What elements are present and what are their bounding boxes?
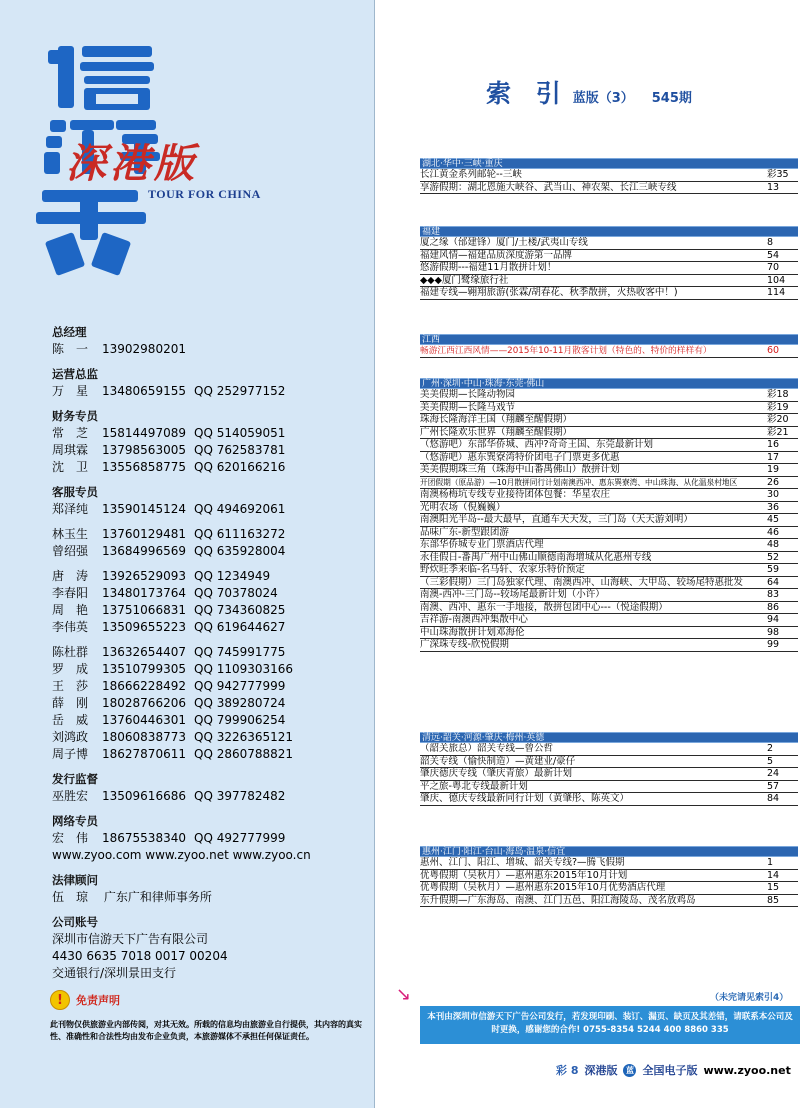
staff-qq: QQ 635928004 <box>194 544 286 558</box>
entry-page: 26 <box>767 476 780 488</box>
staff-phone: 13760446301 <box>102 713 186 727</box>
entry-title: 厦之缘（邰建锋）厦门/土楼/武夷山专线 <box>420 237 588 248</box>
entry-page: 19 <box>767 464 780 475</box>
staff-name: 巫胜宏 <box>52 789 89 803</box>
staff-phone: 13509616686 <box>102 789 186 803</box>
staff-phone: 13556858775 <box>102 460 186 474</box>
entry-title: 南澳阳光半岛--最大最早，直通车天天发，三门岛（天天游刘明） <box>420 514 693 525</box>
section-header: 广州·深圳·中山·珠海·东莞·佛山 <box>420 378 798 389</box>
staff-name: 宏 伟 <box>52 831 89 845</box>
entry-page: 17 <box>767 451 780 463</box>
brand-name <box>30 40 34 41</box>
staff-phone: 13480659155 <box>102 384 186 398</box>
staff-phone: 13902980201 <box>102 342 186 356</box>
staff-qq: QQ 3226365121 <box>194 730 294 744</box>
entry-title: 畅游江西江西风情——2015年10-11月散客计划（特色的、特价的样样有） <box>420 346 712 356</box>
staff-phone: 13509655223 <box>102 620 186 634</box>
staff-person <box>52 619 372 636</box>
entry-title: 南澳杨梅坑专线专业接待团体包餐：华星农庄 <box>420 489 611 500</box>
staff-phone: 13926529093 <box>102 569 186 583</box>
staff-person <box>52 729 372 746</box>
staff-role: 法律顾问 <box>52 873 98 887</box>
staff-phone: 13760129481 <box>102 527 186 541</box>
brand-subtitle: 深港版 <box>66 140 198 187</box>
index-entry[interactable] <box>420 756 798 769</box>
index-entry[interactable] <box>420 627 798 640</box>
staff-person <box>52 746 372 763</box>
staff-directory <box>52 324 372 982</box>
entry-page: 59 <box>767 564 780 575</box>
page-number: 彩 8 <box>556 1064 579 1077</box>
staff-name: 李伟英 <box>52 620 89 634</box>
entry-title: （三彩假期）三门岛独家代理、南澳西冲、山海峡、大甲岛、较场尾特惠批发 <box>420 576 744 588</box>
staff-role: 网络专员 <box>52 814 98 828</box>
index-entry[interactable] <box>420 182 798 195</box>
staff-qq: QQ 619644627 <box>194 620 286 634</box>
staff-role: 客服专员 <box>52 485 98 499</box>
index-entry[interactable] <box>420 275 798 288</box>
staff-qq: QQ 2860788821 <box>194 747 294 761</box>
entry-page: 94 <box>767 614 780 625</box>
staff-phone: 13590145124 <box>102 502 186 516</box>
entry-page: 1 <box>767 857 774 868</box>
index-entry[interactable] <box>420 743 798 756</box>
index-entry[interactable] <box>420 514 798 527</box>
staff-role: 发行监督 <box>52 772 98 786</box>
entry-title: 广州长隆欢乐世界（翔麟至醒假期） <box>420 426 573 438</box>
index-entry[interactable] <box>420 402 798 415</box>
entry-page: 60 <box>767 345 780 356</box>
entry-page: 86 <box>767 601 780 613</box>
section-header: 福建 <box>420 226 798 237</box>
index-title <box>486 74 692 110</box>
entry-page: 14 <box>767 869 780 881</box>
staff-person <box>52 341 372 358</box>
entry-page: 83 <box>767 589 780 600</box>
entry-title: （韶关旅总）韶关专线—曾公哲 <box>420 743 554 754</box>
index-entry[interactable] <box>420 857 798 870</box>
entry-page: 57 <box>767 780 780 792</box>
entry-page: 46 <box>767 526 780 538</box>
brand-logo <box>30 40 360 280</box>
entry-title: 平之旅-粤北专线最新计划 <box>420 780 528 792</box>
staff-person <box>52 695 372 712</box>
staff-person <box>52 788 372 805</box>
index-entry[interactable] <box>420 237 798 250</box>
staff-phone: 13510799305 <box>102 662 186 676</box>
entry-title: （悠游吧）惠东巽寮湾特价团电子门票更多优惠 <box>420 451 620 463</box>
entry-page: 彩20 <box>767 414 789 425</box>
entry-page: 2 <box>767 743 774 754</box>
index-entry[interactable] <box>420 539 798 552</box>
index-entry[interactable] <box>420 414 798 427</box>
entry-title: 南澳、西冲、惠东一手地接，散拼包团中心---（悦途假期） <box>420 601 668 613</box>
staff-name: 陈杜群 <box>52 645 89 659</box>
index-entry[interactable] <box>420 477 798 490</box>
index-entry[interactable] <box>420 781 798 794</box>
index-section <box>420 334 798 358</box>
entry-page: 52 <box>767 551 780 563</box>
entry-page: 彩21 <box>767 426 789 438</box>
staff-person <box>52 585 372 602</box>
staff-name: 岳 威 <box>52 713 89 727</box>
entry-page: 85 <box>767 894 780 906</box>
staff-name: 郑泽纯 <box>52 502 89 516</box>
index-entry[interactable] <box>420 169 798 182</box>
entry-title: 韶关专线（愉快制造）—黄建业/豪仔 <box>420 755 576 767</box>
index-entry[interactable] <box>420 452 798 465</box>
entry-title: 广深珠专线-欣悦假期 <box>420 639 509 650</box>
staff-role: 运营总监 <box>52 367 98 381</box>
entry-title: ◆◆◆厦门鹭缘旅行社 <box>420 274 509 286</box>
staff-phone: 13751066831 <box>102 603 186 617</box>
entry-title: 珠海长隆海洋王国（翔麟至醒假期） <box>420 414 573 425</box>
section-header: 江西 <box>420 334 798 345</box>
index-entry[interactable] <box>420 768 798 781</box>
entry-title: 优粤假期（吴秋月）—惠州惠东2015年10月优势酒店代理 <box>420 882 666 893</box>
staff-role: 财务专员 <box>52 409 98 423</box>
index-entry[interactable] <box>420 895 798 908</box>
staff-qq: QQ 620166216 <box>194 460 286 474</box>
entry-title: 美美假期—长隆马戏节 <box>420 401 516 413</box>
staff-name: 林玉生 <box>52 527 89 541</box>
entry-page: 15 <box>767 882 780 893</box>
staff-name: 万 星 <box>52 384 89 398</box>
staff-name: 刘鸿政 <box>52 730 89 744</box>
entry-title: 永佳假日-番禺广州中山佛山顺德南海增城从化惠州专线 <box>420 551 652 563</box>
index-section <box>420 378 798 652</box>
staff-person <box>52 678 372 695</box>
entry-page: 13 <box>767 181 780 193</box>
brand-tagline: TOUR FOR CHINA <box>148 187 261 201</box>
staff-qq: QQ 1234949 <box>194 569 271 583</box>
entry-page: 5 <box>767 755 774 767</box>
entry-page: 84 <box>767 793 780 804</box>
staff-phone: 15814497089 <box>102 426 186 440</box>
staff-person <box>52 644 372 661</box>
disclaimer-text: 此刊物仅供旅游业内部传阅，对其无效。所载的信息均由旅游业自行提供，其内容的真实性、准确性和合法性均由发布企业负责，本旅游媒体不承担任何保证责任。 <box>50 1019 362 1041</box>
index-section <box>420 732 798 806</box>
staff-qq: QQ 70378024 <box>194 586 278 600</box>
entry-title: 肇庆德庆专线（肇庆青旅）最新计划 <box>420 768 573 779</box>
staff-qq: QQ 389280724 <box>194 696 286 710</box>
index-entry[interactable] <box>420 639 798 652</box>
entry-page: 70 <box>767 262 780 273</box>
staff-qq: QQ 799906254 <box>194 713 286 727</box>
index-entry[interactable] <box>420 527 798 540</box>
staff-name: 周琪霖 <box>52 443 89 457</box>
index-entry[interactable] <box>420 577 798 590</box>
staff-name: 曾绍强 <box>52 544 89 558</box>
index-entry[interactable] <box>420 489 798 502</box>
staff-person <box>52 830 372 847</box>
staff-name: 罗 成 <box>52 662 89 676</box>
entry-page: 彩35 <box>767 169 789 180</box>
staff-phone: 18666228492 <box>102 679 186 693</box>
index-entry[interactable] <box>420 552 798 565</box>
entry-page: 彩19 <box>767 401 789 413</box>
staff-person <box>52 712 372 729</box>
entry-title: 南澳-西冲-三门岛--较场尾最新计划（小许） <box>420 589 605 600</box>
disclaimer-title: 免责声明 <box>76 994 120 1007</box>
index-entry[interactable] <box>420 345 798 358</box>
staff-person <box>52 459 372 476</box>
staff-websites: www.zyoo.com www.zyoo.net www.zyoo.cn <box>52 848 311 862</box>
entry-title: 优粤假期（吴秋月）—惠州惠东2015年10月计划 <box>420 869 628 881</box>
staff-person <box>52 568 372 585</box>
index-entry[interactable] <box>420 250 798 263</box>
index-entry[interactable] <box>420 882 798 895</box>
staff-person <box>52 383 372 400</box>
index-entry[interactable] <box>420 602 798 615</box>
staff-name: 王 莎 <box>52 679 89 693</box>
index-issue: 545期 <box>651 91 692 106</box>
staff-phone: 13480173764 <box>102 586 186 600</box>
staff-person <box>52 526 372 543</box>
staff-qq: QQ 745991775 <box>194 645 286 659</box>
entry-page: 98 <box>767 626 780 638</box>
entry-title: 福建专线—翱翔旅游(张霖/胡春花、秋季散拼，火热收客中！) <box>420 287 678 298</box>
staff-role: 总经理 <box>52 325 87 339</box>
staff-phone: 18675538340 <box>102 831 186 845</box>
staff-phone: 13798563005 <box>102 443 186 457</box>
staff-person <box>52 543 372 560</box>
entry-page: 48 <box>767 539 780 550</box>
entry-page: 24 <box>767 768 780 779</box>
entry-title: 美美假期珠三角（珠海中山番禺佛山）散拼计划 <box>420 464 620 475</box>
entry-page: 彩18 <box>767 389 789 400</box>
staff-phone: 18627870611 <box>102 747 186 761</box>
entry-title: 惠州、江门、阳江、增城、韶关专线?—腾飞假期 <box>420 857 625 868</box>
warning-icon: ! <box>50 990 70 1010</box>
site-link[interactable]: www.zyoo.net <box>703 1063 791 1077</box>
staff-line: 交通银行/深圳景田支行 <box>52 966 177 980</box>
page-label: 全国电子版 <box>642 1064 698 1077</box>
staff-name: 李春阳 <box>52 586 89 600</box>
index-title-text: 索 引 <box>486 79 569 108</box>
staff-qq: QQ 494692061 <box>194 502 286 516</box>
page-edition: 深港版 <box>584 1064 618 1077</box>
arrow-icon: ↘ <box>396 984 412 1005</box>
entry-page: 99 <box>767 639 780 650</box>
index-edition: 蓝版（3） <box>572 91 634 106</box>
edition-icon: 蓝 <box>623 1064 636 1077</box>
staff-name: 唐 涛 <box>52 569 89 583</box>
staff-person <box>52 602 372 619</box>
entry-title: 光明农场（倪巍巍） <box>420 501 506 513</box>
section-header: 清远·韶关·河源·肇庆·梅州·英德 <box>420 732 798 743</box>
staff-person <box>52 425 372 442</box>
staff-qq: QQ 514059051 <box>194 426 286 440</box>
entry-page: 36 <box>767 501 780 513</box>
entry-page: 8 <box>767 237 774 248</box>
index-entry[interactable] <box>420 564 798 577</box>
entry-page: 54 <box>767 249 780 261</box>
staff-name: 周子博 <box>52 747 89 761</box>
entry-page: 16 <box>767 439 780 450</box>
entry-title: 野炊旺季来临-名马轩、农家乐特价预定 <box>420 564 585 575</box>
index-entry[interactable] <box>420 502 798 515</box>
staff-qq: QQ 734360825 <box>194 603 286 617</box>
disclaimer <box>50 990 365 1042</box>
staff-name: 陈 一 <box>52 342 89 356</box>
staff-role: 公司账号 <box>52 915 98 929</box>
entry-page: 64 <box>767 576 780 588</box>
entry-title: 中山珠海散拼计划邓海伦 <box>420 626 525 638</box>
entry-title: 福建风情—福建品质深度游第一品牌 <box>420 249 573 261</box>
staff-qq: QQ 1109303166 <box>194 662 294 676</box>
staff-person <box>52 501 372 518</box>
staff-qq: QQ 762583781 <box>194 443 286 457</box>
entry-title: 吉祥游-南澳西冲集散中心 <box>420 614 528 625</box>
index-entry[interactable] <box>420 589 798 602</box>
entry-title: 东升假期—广东海岛、南澳、江门五邑、阳江海陵岛、茂名放鸡岛 <box>420 894 696 906</box>
index-entry[interactable] <box>420 389 798 402</box>
staff-person <box>52 661 372 678</box>
staff-phone: 13684996569 <box>102 544 186 558</box>
index-entry[interactable] <box>420 262 798 275</box>
staff-person <box>52 442 372 459</box>
staff-name: 周 艳 <box>52 603 89 617</box>
staff-qq: QQ 942777999 <box>194 679 286 693</box>
staff-qq: QQ 611163272 <box>194 527 286 541</box>
staff-qq: QQ 252977152 <box>194 384 286 398</box>
entry-title: 品味广东-新型跟团游 <box>420 526 509 538</box>
entry-title: 开团假期（原品游）—10月散拼同行计划南澳西冲、惠东巽寮湾、中山珠海、从化温泉村地区 <box>420 477 738 487</box>
index-section <box>420 158 798 194</box>
entry-title: 肇庆、德庆专线最新同行计划（黄肇彤、陈英文） <box>420 793 630 804</box>
entry-page: 104 <box>767 274 786 286</box>
staff-qq: QQ 492777999 <box>194 831 286 845</box>
staff-name: 薛 刚 <box>52 696 89 710</box>
right-panel <box>376 0 800 1108</box>
index-entry[interactable] <box>420 614 798 627</box>
staff-line: 伍 琼 广东广和律师事务所 <box>52 890 212 904</box>
left-panel <box>0 0 375 1108</box>
section-header: 惠州·江门·阳江·台山·海岛·温泉·信宜 <box>420 846 798 857</box>
staff-phone: 18028766206 <box>102 696 186 710</box>
index-entry[interactable] <box>420 793 798 806</box>
continued-note: （未完请见索引4） <box>710 993 789 1003</box>
entry-page: 45 <box>767 514 780 525</box>
index-entry[interactable] <box>420 464 798 477</box>
staff-line: 深圳市信游天下广告有限公司 <box>52 932 209 946</box>
index-section <box>420 846 798 907</box>
section-header: 湖北·华中·三峡·重庆 <box>420 158 798 169</box>
entry-title: （悠游吧）东部华侨城、西冲?奇奇王国、东莞最新计划 <box>420 439 654 450</box>
index-entry[interactable] <box>420 287 798 300</box>
staff-name: 常 芝 <box>52 426 89 440</box>
footer-notice: 本刊由深圳市信游天下广告公司发行，若发现印刷、装订、漏页、缺页及其差错，请联系本公司及时更换，感谢您的合作! 0755-8354 5244 400 8860 335 <box>420 1006 800 1044</box>
staff-phone: 18060838773 <box>102 730 186 744</box>
entry-title: 长江黄金系列邮轮--三峡 <box>420 169 522 180</box>
entry-title: 东部华侨城专业门票酒店代理 <box>420 539 544 550</box>
staff-line: 4430 6635 7018 0017 00204 <box>52 949 228 963</box>
page-footer <box>556 1062 791 1078</box>
staff-phone: 13632654407 <box>102 645 186 659</box>
index-section <box>420 226 798 300</box>
staff-name: 沈 卫 <box>52 460 89 474</box>
entry-page: 114 <box>767 287 786 298</box>
index-entry[interactable] <box>420 439 798 452</box>
entry-title: 美美假期—长隆动物园 <box>420 389 516 400</box>
staff-qq: QQ 397782482 <box>194 789 286 803</box>
entry-page: 30 <box>767 489 780 500</box>
entry-title: 悠游假期---福建11月散拼计划！ <box>420 262 557 273</box>
entry-title: 享游假期：湖北恩施大峡谷、武当山、神农架、长江三峡专线 <box>420 181 677 193</box>
index-entry[interactable] <box>420 870 798 883</box>
index-entry[interactable] <box>420 427 798 440</box>
